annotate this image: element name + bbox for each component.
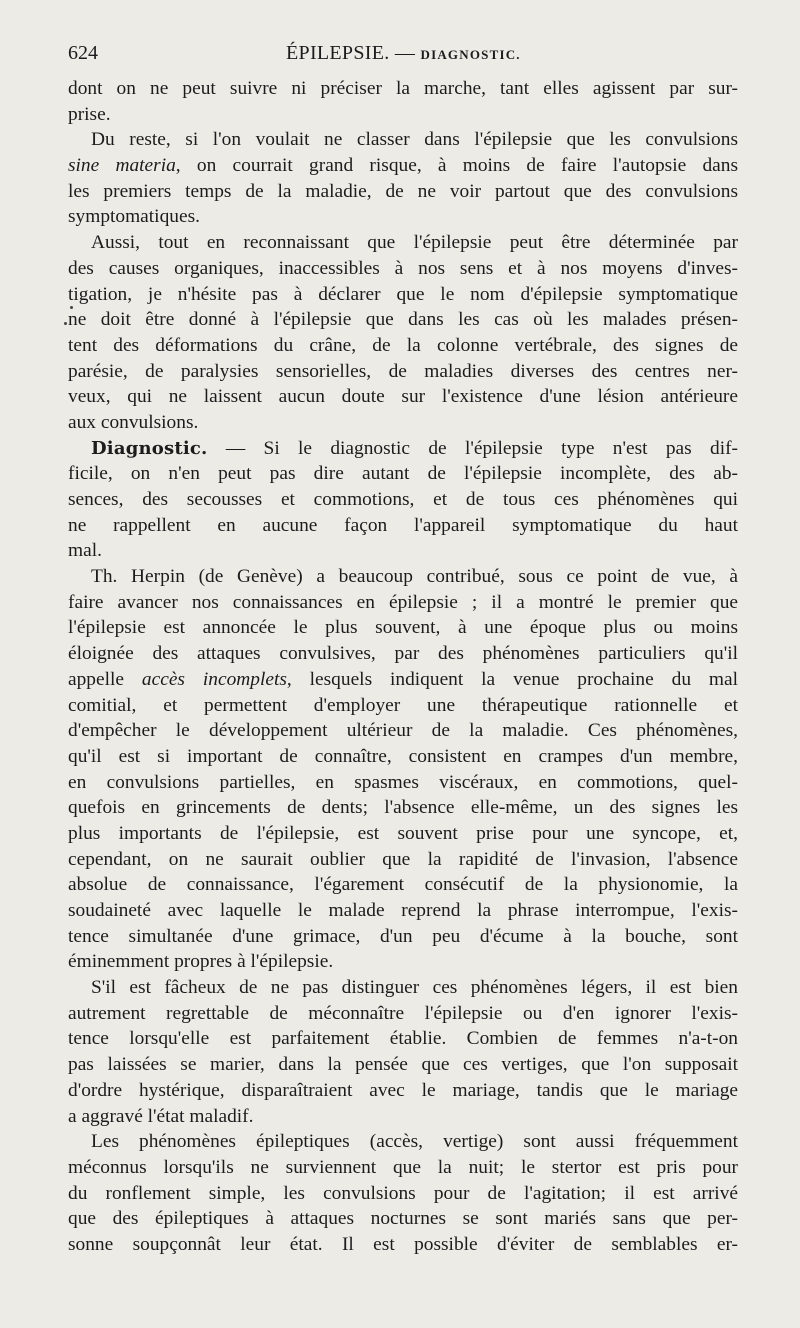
line-text: , lesquels indiquent la venue prochaine du mal — [286, 668, 738, 690]
text-line — [68, 847, 738, 873]
line-text: , on courrait grand risque, à moins de faire l'autopsie dans — [175, 155, 738, 177]
line-text: les premiers temps de la maladie, de ne voir partout que des convulsions — [68, 180, 738, 202]
line-text: quefois en grincements de dents; l'absence elle-même, un des signes les — [68, 797, 738, 819]
text-line — [68, 1104, 738, 1130]
text-line — [68, 1155, 738, 1181]
line-text: autrement regrettable de méconnaître l'épilepsie ou d'en ignorer l'exis- — [68, 1002, 738, 1024]
text-line — [68, 359, 738, 385]
line-text: mal. — [68, 540, 102, 562]
line-text: absolue de connaissance, l'égarement consécutif de la physionomie, la — [68, 874, 738, 896]
text-line — [68, 641, 738, 667]
line-text: ficile, on n'en peut pas dire autant de l'épilepsie incomplète, des ab- — [68, 463, 738, 485]
text-line — [68, 461, 738, 487]
line-text: d'empêcher le développement ultérieur de la maladie. Ces phénomènes, — [68, 720, 738, 742]
line-text: cependant, on ne saurait oublier que la rapidité de l'invasion, l'absence — [68, 848, 738, 870]
line-text: prise. — [68, 103, 111, 125]
line-text: sences, des secousses et commotions, et de tous ces phénomènes qui — [68, 489, 738, 510]
section-title: DIAGNOSTIC. — [420, 47, 521, 62]
text-line — [68, 949, 738, 975]
text-line — [68, 718, 738, 744]
page-number: 624 — [68, 42, 98, 64]
line-text: éminemment propres à l'épilepsie. — [68, 951, 334, 973]
text-line — [68, 924, 738, 950]
text-line — [68, 975, 738, 1001]
line-text: aux convulsions. — [68, 411, 199, 433]
text-line — [68, 693, 738, 719]
page-speck — [70, 306, 73, 309]
italic-term: accès incomplets — [141, 668, 287, 690]
text-line — [68, 76, 738, 102]
line-text: des causes organiques, inaccessibles à nos sens et à nos moyens d'inves- — [68, 257, 738, 279]
line-text: ne doit être donné à l'épilepsie que dans les cas où les malades présen- — [68, 309, 738, 331]
header-dash: — — [394, 42, 416, 64]
line-text: faire avancer nos connaissances en épilepsie ; il a montré le premier que — [68, 591, 738, 613]
line-text: méconnus lorsqu'ils ne surviennent que la nuit; le stertor est pris pour — [68, 1156, 738, 1178]
text-line — [68, 1181, 738, 1207]
text-line — [68, 1206, 738, 1232]
line-text: en convulsions partielles, en spasmes viscéraux, en commotions, quel- — [68, 771, 738, 793]
text-line — [68, 513, 738, 539]
text-line — [68, 872, 738, 898]
text-line — [68, 1052, 738, 1078]
running-head-title — [286, 42, 521, 65]
text-line — [68, 564, 738, 590]
text-line — [68, 821, 738, 847]
text-line — [68, 127, 738, 153]
line-text: comitial, et permettent d'employer une thérapeutique rationnelle et — [68, 694, 738, 716]
text-line — [68, 256, 738, 282]
text-line — [68, 1129, 738, 1155]
line-text: veux, qui ne laissent aucun doute sur l'existence d'une lésion antérieure — [68, 386, 738, 408]
text-line — [68, 538, 738, 564]
text-line — [68, 179, 738, 205]
text-line — [68, 487, 738, 513]
line-text: tent des déformations du crâne, de la colonne vertébrale, des signes de — [68, 334, 738, 356]
line-text: — Si le diagnostic de l'épilepsie type n'est pas dif- — [207, 437, 738, 459]
line-text: du ronflement simple, les convulsions pour de l'agitation; il est arrivé — [68, 1182, 738, 1204]
line-text: parésie, de paralysies sensorielles, de maladies diverses des centres ner- — [68, 360, 738, 382]
line-text: Aussi, tout en reconnaissant que l'épilepsie peut être déterminée par — [91, 232, 738, 254]
text-line — [68, 667, 738, 693]
line-text: a aggravé l'état maladif. — [68, 1105, 254, 1127]
line-text: plus importants de l'épilepsie, est souvent prise pour une syncope, et, — [68, 822, 738, 844]
text-line — [68, 436, 738, 462]
text-line — [68, 1232, 738, 1258]
text-line — [68, 410, 738, 436]
text-line — [68, 615, 738, 641]
line-text: pas laissées se marier, dans la pensée que ces vertiges, que l'on supposait — [68, 1054, 738, 1076]
text-line — [68, 230, 738, 256]
line-text: d'ordre hystérique, disparaîtraient avec le mariage, tandis que le mariage — [68, 1079, 738, 1101]
chapter-title: ÉPILEPSIE. — [286, 42, 390, 64]
line-text: Du reste, si l'on voulait ne classer dans l'épilepsie que les convulsions — [91, 129, 738, 151]
text-line — [68, 590, 738, 616]
italic-term: sine materia — [68, 155, 176, 177]
line-text: que des épileptiques à attaques nocturnes se sont mariés sans que per- — [68, 1208, 738, 1230]
line-text: ne rappellent en aucune façon l'appareil symptomatique du haut — [68, 514, 738, 536]
text-line — [68, 204, 738, 230]
text-line — [68, 770, 738, 796]
text-line — [68, 333, 738, 359]
line-text: S'il est fâcheux de ne pas distinguer ces phénomènes légers, il est bien — [91, 977, 738, 999]
text-line — [68, 153, 738, 179]
line-text: symptomatiques. — [68, 206, 200, 228]
text-line — [68, 102, 738, 128]
text-line — [68, 1026, 738, 1052]
line-text: Th. Herpin (de Genève) a beaucoup contribué, sous ce point de vue, à — [91, 566, 738, 588]
text-line — [68, 1078, 738, 1104]
line-text: éloignée des attaques convulsives, par des phénomènes particuliers qu'il — [68, 643, 738, 665]
line-text: appelle — [68, 668, 142, 690]
line-text: tence simultanée d'une grimace, d'un peu d'écume à la bouche, sont — [68, 925, 738, 947]
running-header — [68, 42, 738, 74]
text-line — [68, 898, 738, 924]
line-text: l'épilepsie est annoncée le plus souvent, à une époque plus ou moins — [68, 617, 738, 639]
text-line — [68, 307, 738, 333]
text-line — [68, 1001, 738, 1027]
line-text: dont on ne peut suivre ni préciser la marche, tant elles agissent par sur- — [68, 78, 738, 99]
line-text: tence lorsqu'elle est parfaitement établie. Combien de femmes n'a-t-on — [68, 1028, 738, 1050]
section-heading: Diagnostic. — [91, 437, 208, 459]
line-text: Les phénomènes épileptiques (accès, vertige) sont aussi fréquemment — [91, 1131, 738, 1153]
text-line — [68, 282, 738, 308]
text-line — [68, 795, 738, 821]
page-speck — [64, 322, 67, 325]
text-line — [68, 384, 738, 410]
line-text: tigation, je n'hésite pas à déclarer que le nom d'épilepsie symptomatique — [68, 283, 738, 305]
line-text: sonne soupçonnât leur état. Il est possible d'éviter de semblables er- — [68, 1233, 738, 1255]
line-text: soudaineté avec laquelle le malade reprend la phrase interrompue, l'exis- — [68, 900, 738, 921]
line-text: qu'il est si important de connaître, consistent en crampes d'un membre, — [68, 745, 738, 767]
text-line — [68, 744, 738, 770]
body-text — [68, 76, 738, 1258]
